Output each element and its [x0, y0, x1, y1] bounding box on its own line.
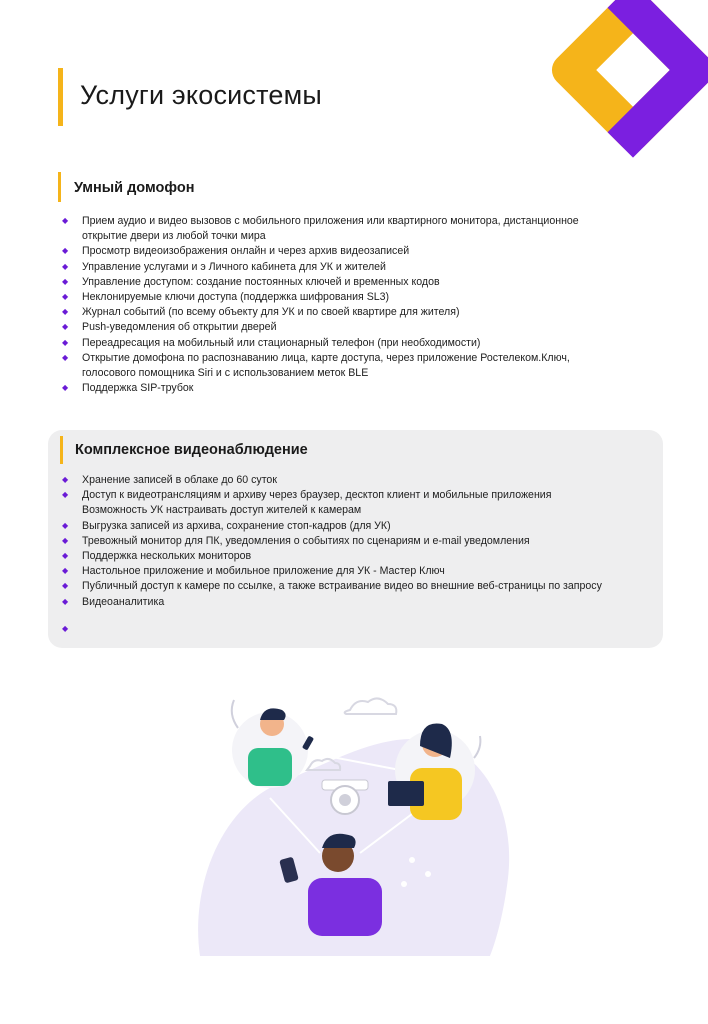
people-connected-illustration [190, 688, 520, 956]
page-title: Услуги экосистемы [80, 80, 322, 110]
list-item: ◆ Управление услугами и э Личного кабинета для УК и жителей [62, 260, 386, 273]
list-item: ◆ Настольное приложение и мобильное приложение для УК - Мастер Ключ [62, 565, 445, 578]
diamond-bullet-icon: ◆ [62, 566, 69, 576]
diamond-bullet-icon: ◆ [62, 581, 69, 591]
list-item-continuation: голосового помощника Siri и с использованием меток BLE [82, 367, 369, 380]
title-accent-bar [58, 68, 63, 126]
video-surveillance-list [62, 473, 632, 633]
diamond-bullet-icon: ◆ [62, 337, 69, 347]
diamond-bullet-icon: ◆ [62, 475, 69, 484]
list-item: ◆ Поддержка SIP-трубок [62, 382, 194, 395]
list-item-continuation: открытие двери из любой точки мира [82, 230, 266, 243]
list-item-continuation: Возможность УК настраивать доступ жителей к камерам [82, 504, 362, 517]
list-item: ◆ Прием аудио и видео вызовов с мобильного приложения или квартирного монитора, дистанционное [62, 215, 579, 227]
diamond-bullet-icon: ◆ [62, 292, 69, 302]
network-node-icon [409, 857, 415, 863]
list-item: ◆ Управление доступом: создание постоянных ключей и временных кодов [62, 275, 440, 288]
diamond-bullet-icon: ◆ [62, 520, 69, 530]
hair [260, 708, 286, 720]
diamond-bullet-icon: ◆ [62, 322, 69, 332]
diamond-bullet-icon: ◆ [62, 216, 69, 225]
list-item: ◆ Журнал событий (по всему объекту для УК и по своей квартире для жителя) [62, 306, 460, 319]
section-accent-bar [58, 172, 61, 202]
list-item: ◆ Просмотр видеоизображения онлайн и через архив видеозаписей [62, 245, 410, 258]
leaf-icon [232, 700, 238, 728]
list-item: ◆ Тревожный монитор для ПК, уведомления о событиях по сценариям и e-mail уведомления [62, 534, 530, 547]
section-accent-bar [60, 436, 63, 464]
diamond-bullet-icon: ◆ [62, 535, 69, 545]
list-item: ◆ Переадресация на мобильный или стационарный телефон (при необходимости) [62, 336, 481, 349]
laptop-icon [388, 781, 424, 806]
diamond-bullet-icon: ◆ [62, 490, 69, 500]
diamond-bullet-icon: ◆ [62, 623, 69, 633]
diamond-bullet-icon: ◆ [62, 246, 69, 256]
diamond-bullet-icon: ◆ [62, 551, 69, 561]
diamond-bullet-icon: ◆ [62, 596, 69, 606]
leaf-icon [474, 736, 480, 758]
network-node-icon [425, 871, 431, 877]
list-item: ◆ Неклонируемые ключи доступа (поддержка шифрования SL3) [62, 291, 390, 304]
diamond-bullet-icon: ◆ [62, 261, 69, 271]
cloud-icon [345, 698, 397, 714]
diamond-bullet-icon: ◆ [62, 276, 69, 286]
list-item: ◆ Видеоаналитика [62, 595, 165, 608]
network-node-icon [401, 881, 407, 887]
section-title-smart-intercom: Умный домофон [74, 180, 195, 196]
diamond-bullet-icon: ◆ [62, 307, 69, 317]
list-item: ◆ Публичный доступ к камере по ссылке, а также встраивание видео во внешние веб-страницы по запросу [62, 580, 602, 593]
list-item: ◆ Открытие домофона по распознаванию лица, карте доступа, через приложение Ростелеком.Ключ, [62, 351, 570, 364]
smart-intercom-list [62, 214, 622, 396]
diamond-bullet-icon: ◆ [62, 352, 69, 362]
list-item: ◆ Хранение записей в облаке до 60 суток [62, 474, 277, 486]
shirt [308, 878, 382, 936]
diamond-bullet-icon: ◆ [62, 383, 69, 393]
shirt [248, 748, 292, 786]
list-item: ◆ Выгрузка записей из архива, сохранение стоп-кадров (для УК) [62, 519, 391, 532]
section-title-video-surveillance: Комплексное видеонаблюдение [75, 442, 308, 458]
list-item: ◆ Поддержка нескольких мониторов [62, 550, 252, 563]
list-item: ◆ Push-уведомления об открытии дверей [62, 321, 277, 334]
list-item: ◆ Доступ к видеотрансляциям и архиву через браузер, десктоп клиент и мобильные приложения [62, 489, 552, 502]
ecosystem-logo [518, 0, 708, 190]
